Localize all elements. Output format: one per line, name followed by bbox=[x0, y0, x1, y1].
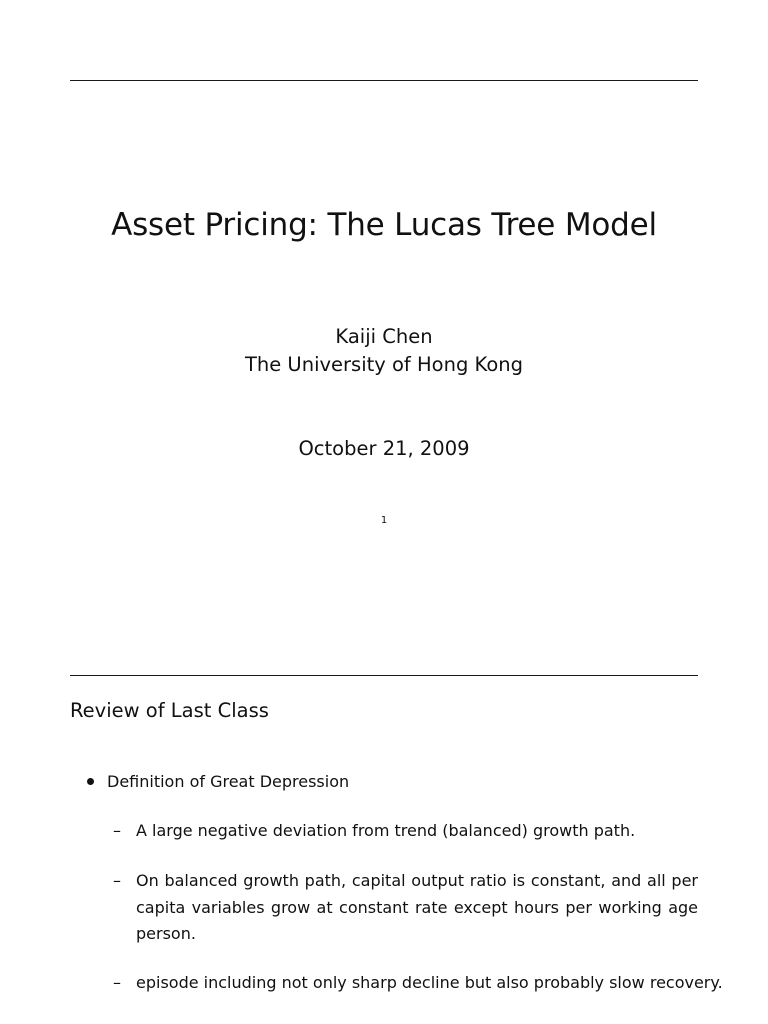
presentation-date: October 21, 2009 bbox=[298, 437, 470, 460]
top-divider bbox=[70, 80, 698, 81]
author-name: Kaiji Chen bbox=[335, 325, 433, 348]
sub-item-3: episode including not only sharp decline but also probably slow recovery. bbox=[136, 973, 723, 992]
author-affiliation: The University of Hong Kong bbox=[244, 353, 524, 376]
dash-icon: – bbox=[113, 973, 121, 992]
page-number: 1 bbox=[380, 515, 388, 526]
sub-item-1: A large negative deviation from trend (balanced) growth path. bbox=[136, 821, 636, 840]
bullet-item: Definition of Great Depression bbox=[107, 772, 350, 791]
dash-icon: – bbox=[113, 871, 121, 890]
dash-icon: – bbox=[113, 821, 121, 840]
sub-item-2: On balanced growth path, capital output ratio is constant, and all per capita variables grow at constant rate except hours per working age person. bbox=[136, 871, 698, 943]
slide-divider bbox=[70, 675, 698, 676]
section-heading: Review of Last Class bbox=[70, 699, 269, 722]
slide-title: Asset Pricing: The Lucas Tree Model bbox=[111, 207, 657, 243]
bullet-dot-icon bbox=[87, 778, 94, 785]
